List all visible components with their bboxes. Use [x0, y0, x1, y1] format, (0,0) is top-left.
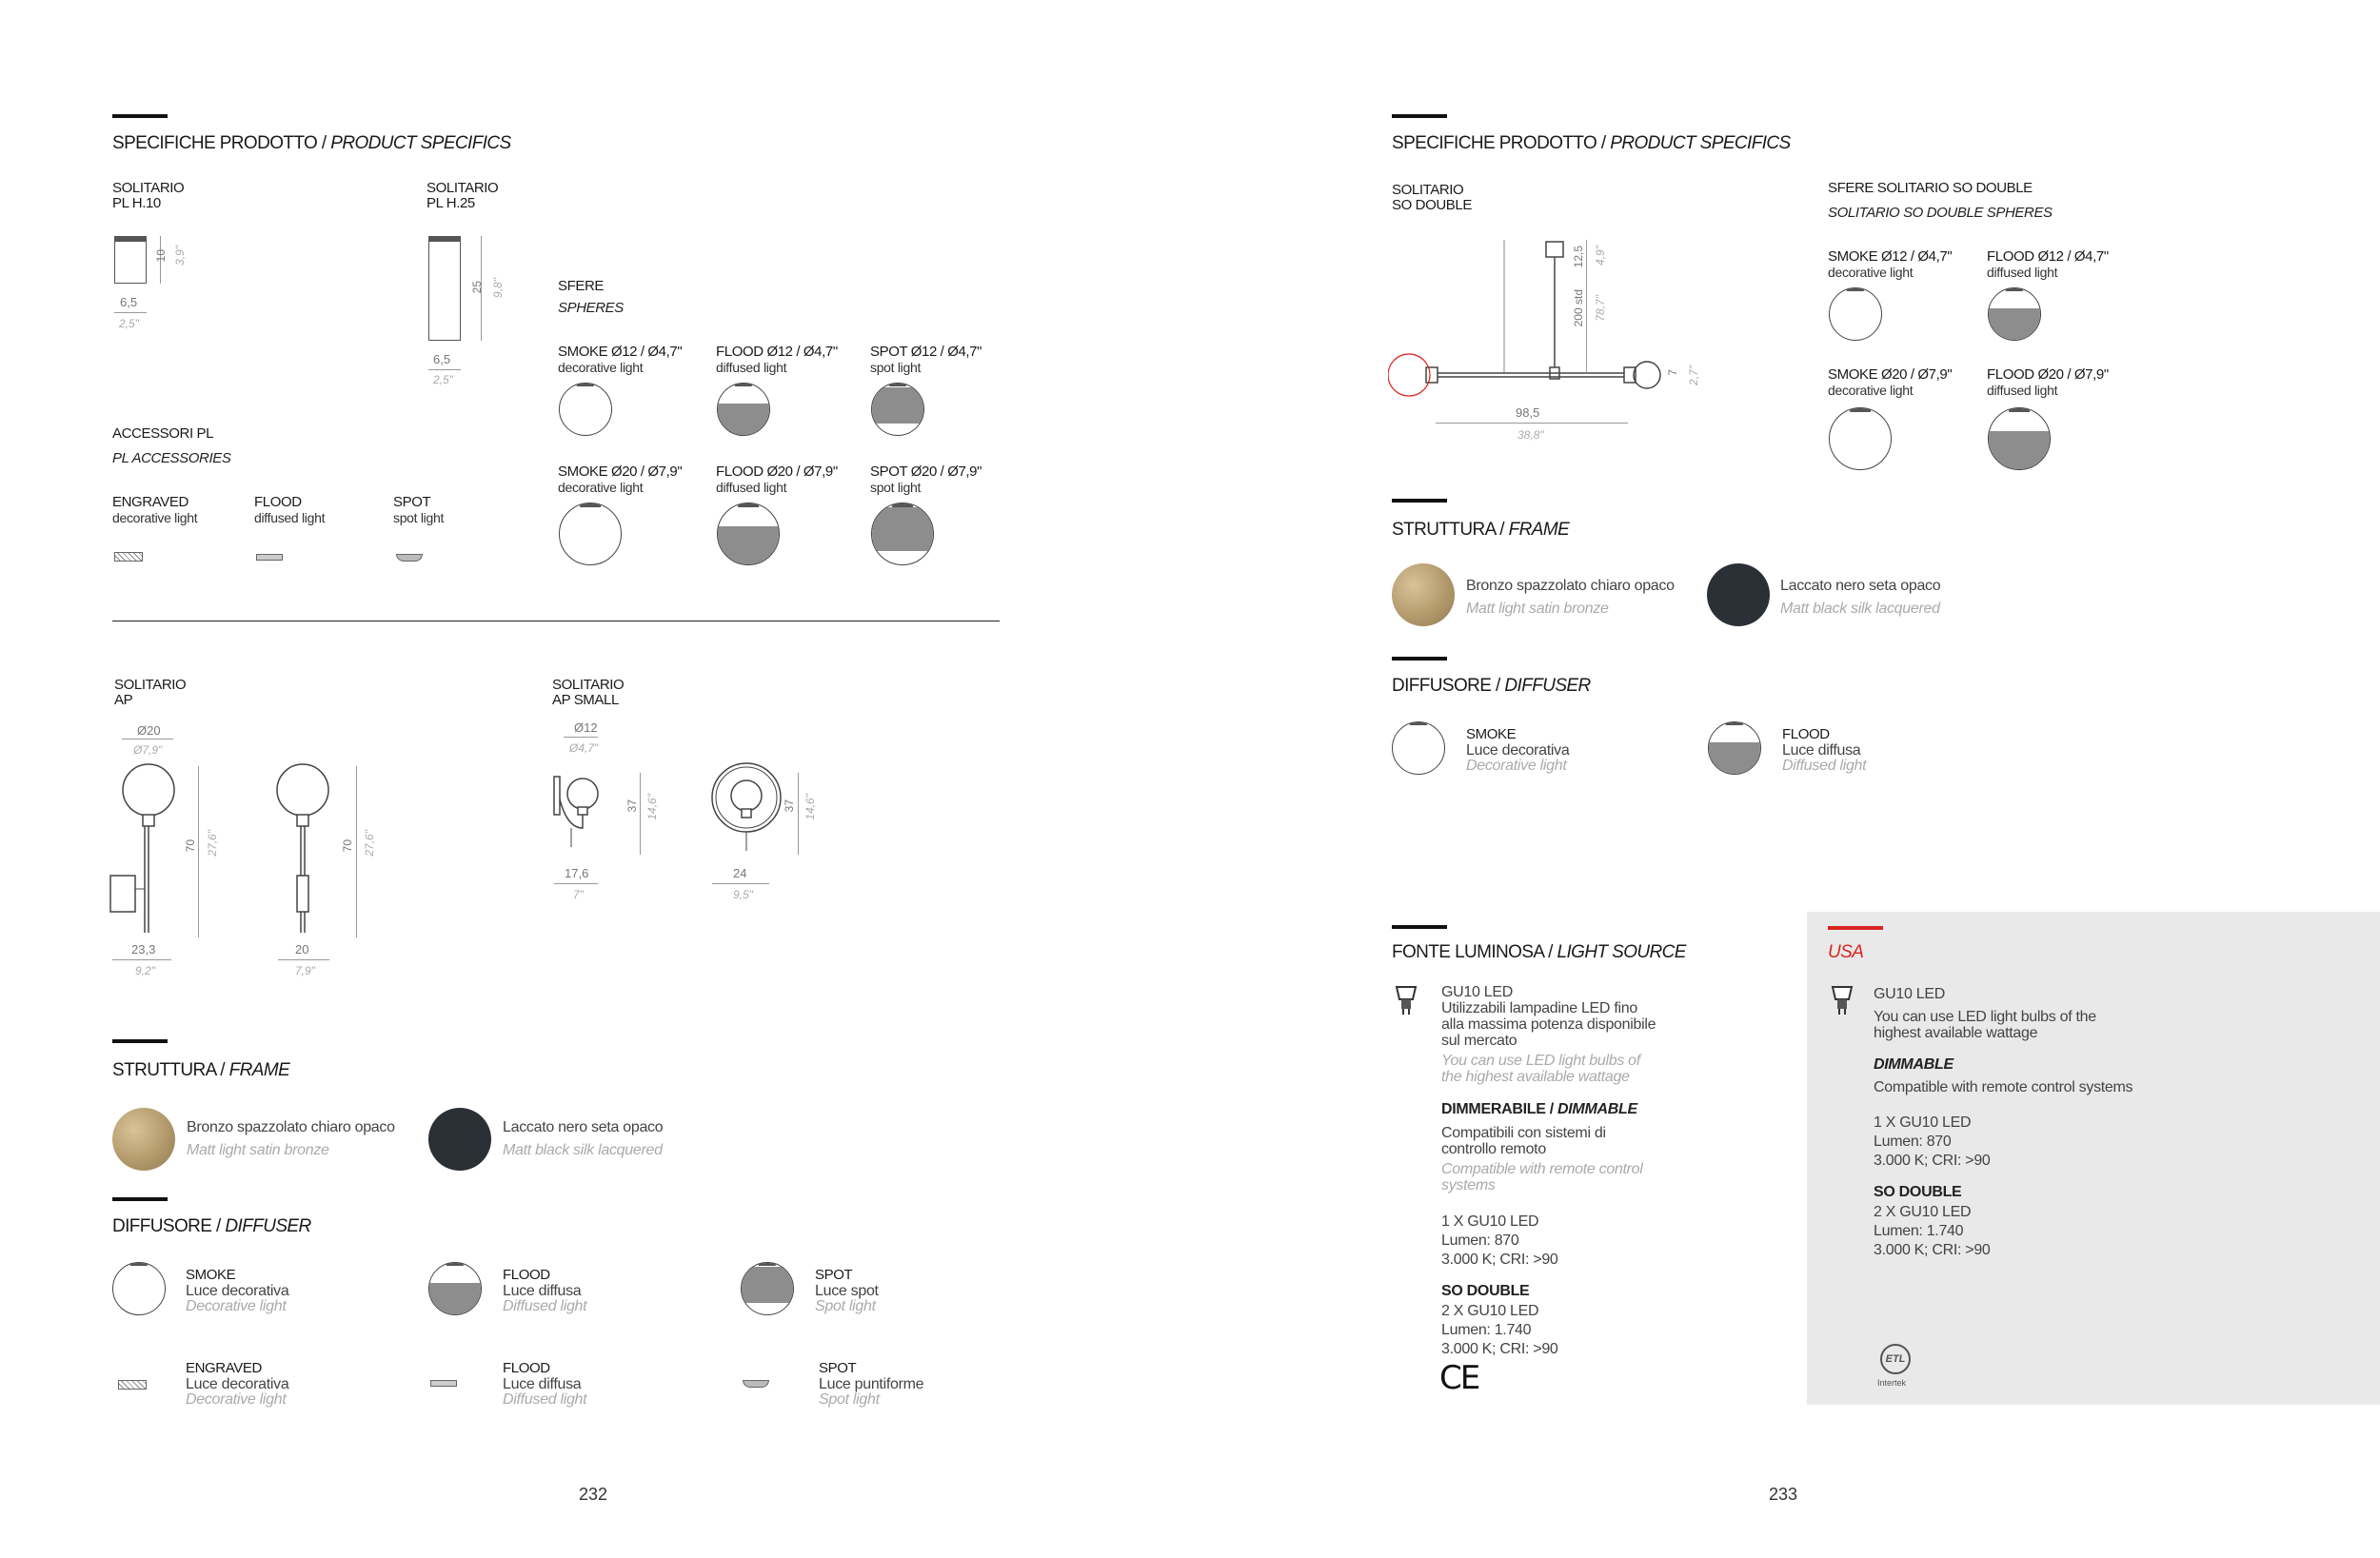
page-number-left: 232 — [579, 1485, 608, 1504]
r-diffuser-heading: DIFFUSORE / DIFFUSER — [1392, 676, 1591, 696]
diff-smoke-name: SMOKE — [186, 1267, 236, 1283]
diffuser-engraved-icon — [118, 1380, 147, 1390]
ap-front-drawing — [105, 761, 219, 942]
diff-spot-it: Luce spot — [815, 1283, 879, 1299]
diffuser-flood-disc-icon — [430, 1380, 457, 1387]
r-diffuser-smoke-icon — [1392, 721, 1445, 775]
r-sphere-sub: diffused light — [1987, 383, 2058, 398]
section-rule — [1392, 499, 1447, 503]
diff-engraved-name: ENGRAVED — [186, 1360, 262, 1376]
sodouble-h2: 200 std — [1572, 289, 1585, 327]
pl10-height: 10 — [154, 249, 168, 263]
r-diff-flood-en: Diffused light — [1782, 758, 1867, 774]
accessories-title-en: PL ACCESSORIES — [112, 450, 231, 466]
pl10-width: 6,5 — [120, 295, 138, 309]
bronze-swatch — [112, 1108, 175, 1171]
sodouble-specs: 2 X GU10 LED Lumen: 1.740 3.000 K; CRI: >90 — [1441, 1303, 1558, 1357]
diff-engraved-it: Luce decorativa — [186, 1376, 289, 1392]
usa-specs: 1 X GU10 LED Lumen: 870 3.000 K; CRI: >90 — [1874, 1114, 1991, 1169]
sphere-spot-12 — [871, 383, 924, 436]
dimmable-text-en: Compatible with remote control systems — [1441, 1161, 1643, 1193]
apsmall-diameter-in: Ø4,7" — [569, 741, 599, 755]
black-swatch — [428, 1108, 491, 1171]
r-sphere-name: FLOOD Ø12 / Ø4,7" — [1987, 248, 2109, 265]
sodouble-h2-in: 78,7" — [1594, 295, 1607, 322]
ap-diameter-in: Ø7,9" — [133, 743, 163, 757]
r-sphere-name: SMOKE Ø12 / Ø4,7" — [1828, 248, 1953, 265]
usa-dimmable: DIMMABLE — [1874, 1056, 1954, 1073]
pl10-height-in: 3,9" — [173, 246, 187, 266]
r-diff-smoke-name: SMOKE — [1466, 726, 1517, 742]
diff-flood2-name: FLOOD — [503, 1360, 550, 1376]
acc-spot-sub: spot light — [393, 510, 445, 525]
r-black-swatch — [1707, 563, 1770, 626]
etl-cert-icon: ETL — [1880, 1344, 1911, 1374]
sphere-spot-20 — [871, 503, 934, 565]
frame-bronze-name: Bronzo spazzolato chiaro opaco — [187, 1119, 395, 1135]
diff-flood-name: FLOOD — [503, 1267, 550, 1283]
r-sphere-name: SMOKE Ø20 / Ø7,9" — [1828, 366, 1953, 383]
usa-sodouble: SO DOUBLE — [1874, 1184, 1962, 1200]
usa-rule — [1828, 926, 1883, 930]
section-rule — [112, 1197, 168, 1201]
r-frame-bronze-name: Bronzo spazzolato chiaro opaco — [1466, 578, 1675, 594]
apsmall-label: SOLITARIO AP SMALL — [552, 677, 625, 708]
section-rule — [1392, 657, 1447, 661]
dimmable-text-it: Compatibili con sistemi di controllo remoto — [1441, 1125, 1606, 1157]
diff-flood2-en: Diffused light — [503, 1391, 587, 1408]
r-sphere-name: FLOOD Ø20 / Ø7,9" — [1987, 366, 2109, 383]
bulb-icon — [1394, 984, 1418, 1016]
accessories-title: ACCESSORI PL — [112, 425, 214, 442]
pl25-width-in: 2,5" — [433, 373, 453, 386]
sphere-smoke-20 — [559, 503, 622, 565]
sodouble-drawing — [1388, 228, 1674, 419]
r-sphere-flood-20 — [1988, 407, 2051, 470]
acc-spot-name: SPOT — [393, 494, 431, 510]
pl10-drawing — [114, 236, 147, 284]
diff-flood-it: Luce diffusa — [503, 1283, 582, 1299]
apsmall-width-side-in: 7" — [573, 888, 584, 901]
r-frame-bronze-en: Matt light satin bronze — [1466, 601, 1609, 617]
diff-flood2-it: Luce diffusa — [503, 1376, 582, 1392]
frame-heading: STRUTTURA / FRAME — [112, 1060, 290, 1080]
ap-width-front-in: 7,9" — [295, 964, 315, 977]
sphere-flood-20 — [717, 503, 780, 565]
ap-height-in-2: 27,6" — [363, 830, 376, 857]
sodouble-width-in: 38,8" — [1517, 428, 1544, 442]
r-bronze-swatch — [1392, 563, 1455, 626]
frame-black-en: Matt black silk lacquered — [503, 1142, 663, 1158]
acc-flood-name: FLOOD — [254, 494, 302, 510]
acc-engraved-name: ENGRAVED — [112, 494, 188, 510]
ap-side-drawing — [268, 761, 345, 942]
r-sphere-flood-12 — [1988, 287, 2041, 341]
spheres-title: SFERE — [558, 278, 605, 294]
r-diff-flood-it: Luce diffusa — [1782, 742, 1861, 759]
pl25-label: SOLITARIO PL H.25 — [426, 180, 499, 211]
light-specs: 1 X GU10 LED Lumen: 870 3.000 K; CRI: >90 — [1441, 1213, 1558, 1268]
r-sphere-smoke-20 — [1829, 407, 1892, 470]
ap-width-front: 20 — [295, 942, 309, 956]
r-frame-black-en: Matt black silk lacquered — [1780, 601, 1940, 617]
r-frame-black-name: Laccato nero seta opaco — [1780, 578, 1941, 594]
ap-height-in: 27,6" — [206, 830, 219, 857]
sodouble-h1-in: 4,9" — [1594, 246, 1607, 266]
ap-diameter: Ø20 — [137, 723, 161, 738]
diffuser-heading: DIFFUSORE / DIFFUSER — [112, 1216, 311, 1236]
sodouble-label: SOLITARIO SO DOUBLE — [1392, 182, 1472, 213]
sodouble-width: 98,5 — [1516, 405, 1540, 420]
ce-mark-icon: CE — [1439, 1359, 1479, 1397]
pl25-height-in: 9,8" — [491, 278, 505, 298]
r-diff-smoke-en: Decorative light — [1466, 758, 1567, 774]
ap-label: SOLITARIO AP — [114, 677, 187, 708]
usa-bulb-icon — [1830, 984, 1854, 1016]
spheres-title-en: SPHERES — [558, 300, 624, 316]
pl25-height: 25 — [470, 281, 484, 294]
sodouble-spec-heading: SO DOUBLE — [1441, 1283, 1530, 1299]
diff-spot2-name: SPOT — [819, 1360, 857, 1376]
usa-compatible: Compatible with remote control systems — [1874, 1079, 2133, 1095]
light-text-it: GU10 LED Utilizzabili lampadine LED fino alla massima potenza disponibile sul mercato — [1441, 984, 1656, 1049]
ap-width-side-in: 9,2" — [135, 964, 155, 977]
diff-spot2-en: Spot light — [819, 1391, 880, 1408]
intertek-label: Intertek — [1877, 1378, 1907, 1388]
diff-engraved-en: Decorative light — [186, 1391, 287, 1408]
sodouble-h3-in: 2,7" — [1687, 365, 1700, 385]
sodouble-h1: 12,5 — [1572, 246, 1585, 268]
diff-smoke-en: Decorative light — [186, 1298, 287, 1314]
pl25-width: 6,5 — [433, 352, 451, 366]
r-diff-smoke-it: Luce decorativa — [1466, 742, 1570, 759]
apsmall-width-side: 17,6 — [565, 866, 589, 880]
sphere-smoke-12 — [559, 383, 612, 436]
apsmall-height: 37 — [625, 799, 639, 813]
usa-title: USA — [1828, 942, 1864, 962]
pl10-label: SOLITARIO PL H.10 — [112, 180, 185, 211]
light-heading: FONTE LUMINOSA / LIGHT SOURCE — [1392, 942, 1686, 962]
section-rule — [1392, 114, 1447, 118]
r-sphere-sub: decorative light — [1828, 265, 1914, 280]
diff-flood-en: Diffused light — [503, 1298, 587, 1314]
apsmall-width-front: 24 — [733, 866, 747, 880]
diff-smoke-it: Luce decorativa — [186, 1283, 289, 1299]
apsmall-height-in-2: 14,6" — [803, 794, 817, 820]
acc-spot-icon — [396, 554, 423, 562]
sphere-flood-12 — [717, 383, 770, 436]
diffuser-spot-disc-icon — [743, 1380, 769, 1388]
pl10-width-in: 2,5" — [119, 317, 139, 330]
left-heading: SPECIFICHE PRODOTTO / PRODUCT SPECIFICS — [112, 133, 511, 153]
page-number-right: 233 — [1769, 1485, 1798, 1504]
usa-text: You can use LED light bulbs of the highest available wattage — [1874, 1009, 2096, 1041]
r-sphere-sub: decorative light — [1828, 383, 1914, 398]
diffuser-flood-icon — [428, 1262, 482, 1315]
usa-t1: GU10 LED — [1874, 986, 1945, 1002]
light-text-en: You can use LED light bulbs of the highest available wattage — [1441, 1053, 1640, 1085]
apsmall-height-in: 14,6" — [645, 794, 659, 820]
dimmable-heading: DIMMERABILE / DIMMABLE — [1441, 1101, 1637, 1117]
sodouble-h3: 7 — [1666, 369, 1679, 376]
acc-engraved-sub: decorative light — [112, 510, 198, 525]
diff-spot2-it: Luce puntiforme — [819, 1376, 924, 1392]
r-diff-flood-name: FLOOD — [1782, 726, 1830, 742]
right-heading: SPECIFICHE PRODOTTO / PRODUCT SPECIFICS — [1392, 133, 1791, 153]
pl25-drawing — [428, 236, 461, 341]
acc-engraved-icon — [114, 552, 143, 562]
diff-spot-name: SPOT — [815, 1267, 853, 1283]
r-spheres-title: SFERE SOLITARIO SO DOUBLE — [1828, 180, 2033, 196]
section-rule — [1392, 925, 1447, 929]
apsmall-diameter: Ø12 — [574, 720, 598, 735]
diffuser-spot-icon — [741, 1262, 794, 1315]
ap-height: 70 — [184, 839, 197, 853]
apsmall-width-front-in: 9,5" — [733, 888, 753, 901]
r-spheres-title-en: SOLITARIO SO DOUBLE SPHERES — [1828, 205, 2053, 221]
apsmall-side-drawing — [550, 761, 626, 866]
acc-flood-sub: diffused light — [254, 510, 326, 525]
diffuser-smoke-icon — [112, 1262, 166, 1315]
acc-flood-icon — [256, 554, 283, 561]
ap-width-side: 23,3 — [131, 942, 156, 956]
r-sphere-smoke-12 — [1829, 287, 1882, 341]
frame-black-name: Laccato nero seta opaco — [503, 1119, 664, 1135]
r-sphere-sub: diffused light — [1987, 265, 2058, 280]
r-diffuser-flood-icon — [1708, 721, 1761, 775]
apsmall-height-2: 37 — [783, 799, 796, 813]
usa-sodouble-specs: 2 X GU10 LED Lumen: 1.740 3.000 K; CRI: >90 — [1874, 1204, 1991, 1258]
ap-height-2: 70 — [341, 839, 354, 853]
diff-spot-en: Spot light — [815, 1298, 876, 1314]
section-rule — [112, 1039, 168, 1043]
section-rule — [112, 114, 168, 118]
r-frame-heading: STRUTTURA / FRAME — [1392, 520, 1570, 540]
frame-bronze-en: Matt light satin bronze — [187, 1142, 329, 1158]
apsmall-front-drawing — [708, 761, 794, 866]
